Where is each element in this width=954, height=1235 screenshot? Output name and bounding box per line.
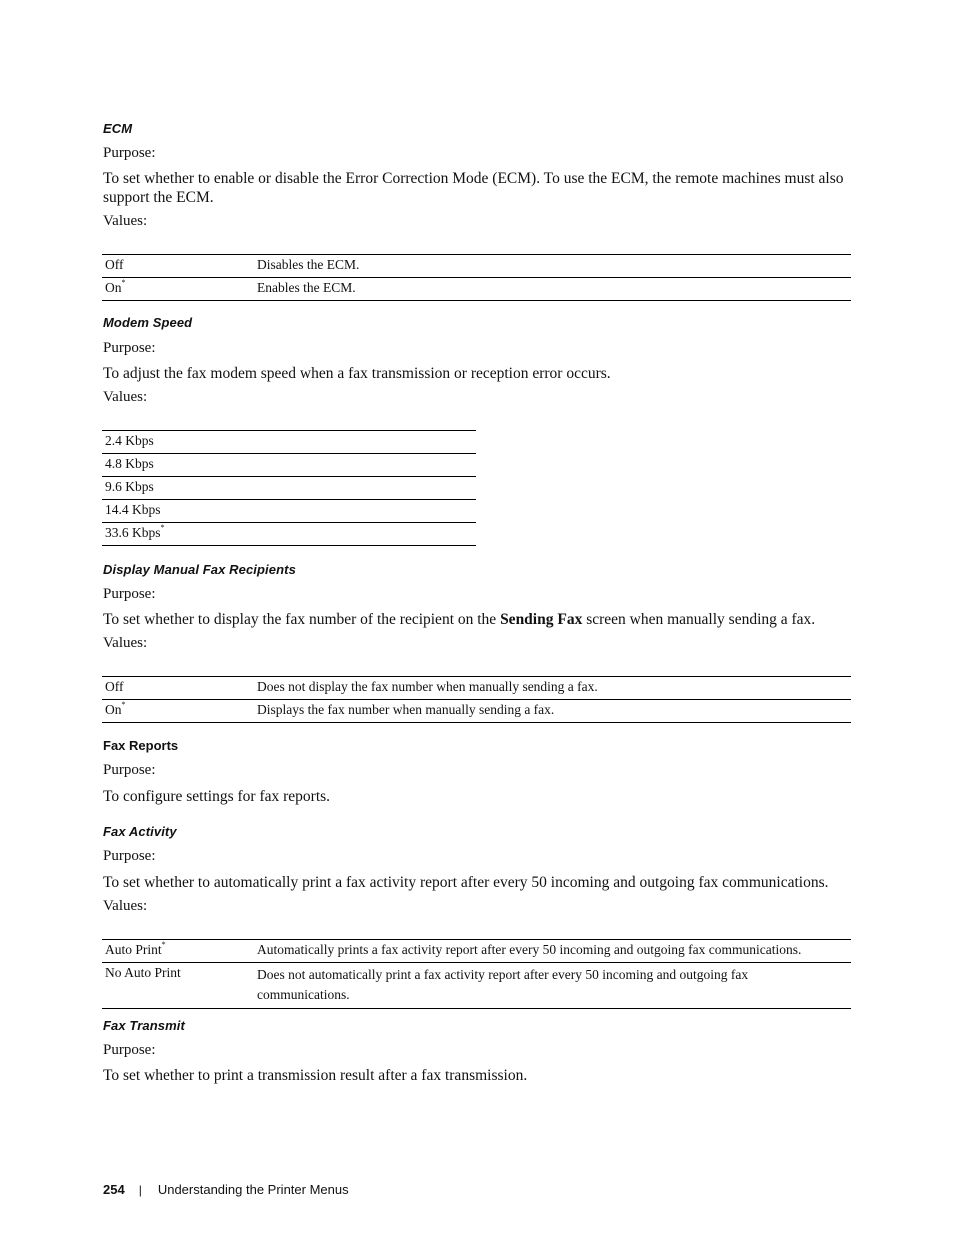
screen-name: Sending Fax xyxy=(500,611,583,628)
description-cell: Enables the ECM. xyxy=(254,278,851,301)
table-row xyxy=(102,940,851,963)
description-cell: Does not automatically print a fax activity report after every 50 incoming and outgoing fax communications. xyxy=(254,963,851,1009)
value-cell: No Auto Print xyxy=(102,963,254,1009)
section-heading-fax-activity: Fax Activity xyxy=(103,824,177,839)
value-cell: On* xyxy=(102,700,254,723)
description-cell: Automatically prints a fax activity report after every 50 incoming and outgoing fax communications. xyxy=(254,940,851,963)
section-heading-fax-reports: Fax Reports xyxy=(103,738,179,753)
values-table-ecm xyxy=(102,254,851,301)
chapter-title: Understanding the Printer Menus xyxy=(157,1182,349,1197)
table-row xyxy=(102,677,851,700)
description-cell: Does not display the fax number when manually sending a fax. xyxy=(254,677,851,700)
table-row xyxy=(102,477,476,500)
values-table-modem-speed xyxy=(102,430,476,546)
purpose-text: To adjust the fax modem speed when a fax transmission or reception error occurs. xyxy=(103,365,611,382)
description-cell: Disables the ECM. xyxy=(254,255,851,278)
purpose-text: To set whether to display the fax number of the recipient on the Sending Fax screen when manually sending a fax. xyxy=(103,611,816,628)
values-label: Values: xyxy=(103,898,148,914)
table-row xyxy=(102,500,476,523)
description-cell: Displays the fax number when manually sending a fax. xyxy=(254,700,851,723)
table-row xyxy=(102,523,476,546)
purpose-text: To set whether to enable or disable the Error Correction Mode (ECM). To use the ECM, the remote machines must also support the ECM. xyxy=(103,170,844,206)
purpose-label: Purpose: xyxy=(103,1042,156,1058)
purpose-label: Purpose: xyxy=(103,340,156,356)
table-row xyxy=(102,454,476,477)
section-heading-display-manual-fax-recipients: Display Manual Fax Recipients xyxy=(103,562,296,577)
values-label: Values: xyxy=(103,213,148,229)
values-label: Values: xyxy=(103,635,148,651)
table-row xyxy=(102,431,476,454)
footer-separator: | xyxy=(138,1183,142,1197)
value-cell: 9.6 Kbps xyxy=(102,477,476,500)
value-cell: 2.4 Kbps xyxy=(102,431,476,454)
table-row xyxy=(102,700,851,723)
page-footer xyxy=(103,1181,349,1199)
table-row xyxy=(102,963,851,1009)
section-heading-modem-speed: Modem Speed xyxy=(103,315,193,330)
purpose-text: To configure settings for fax reports. xyxy=(103,788,331,805)
value-cell: Off xyxy=(102,677,254,700)
values-table-fax-activity xyxy=(102,939,851,1009)
value-cell: 4.8 Kbps xyxy=(102,454,476,477)
section-heading-ecm: ECM xyxy=(103,121,133,136)
value-cell: Auto Print* xyxy=(102,940,254,963)
values-label: Values: xyxy=(103,389,148,405)
table-row xyxy=(102,278,851,301)
value-cell: Off xyxy=(102,255,254,278)
value-cell: On* xyxy=(102,278,254,301)
purpose-text: To set whether to print a transmission result after a fax transmission. xyxy=(103,1067,528,1084)
page-number: 254 xyxy=(103,1182,125,1197)
table-row xyxy=(102,255,851,278)
purpose-label: Purpose: xyxy=(103,762,156,778)
purpose-label: Purpose: xyxy=(103,145,156,161)
purpose-label: Purpose: xyxy=(103,848,156,864)
purpose-label: Purpose: xyxy=(103,586,156,602)
section-heading-fax-transmit: Fax Transmit xyxy=(103,1018,185,1033)
purpose-text: To set whether to automatically print a fax activity report after every 50 incoming and outgoing fax communications. xyxy=(103,874,829,891)
value-cell: 14.4 Kbps xyxy=(102,500,476,523)
values-table-display-manual xyxy=(102,676,851,723)
value-cell: 33.6 Kbps* xyxy=(102,523,476,546)
